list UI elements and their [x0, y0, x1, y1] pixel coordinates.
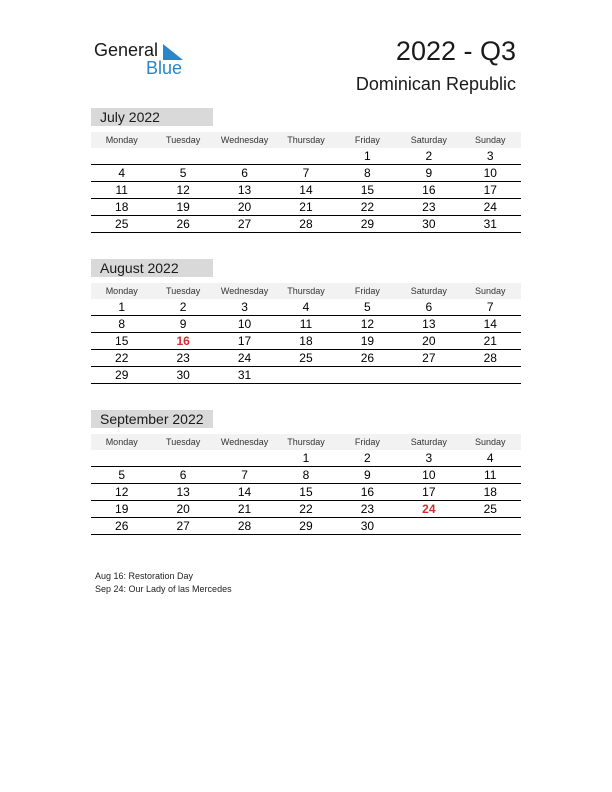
day-cell: 2 — [364, 451, 371, 465]
day-cell — [460, 367, 521, 383]
day-cell: 19 — [360, 334, 375, 348]
week-row — [91, 316, 521, 333]
day-cell — [91, 148, 152, 164]
day-cell: 12 — [115, 485, 129, 499]
week-row — [91, 467, 521, 484]
day-cell: 9 — [425, 166, 433, 180]
weekday-label: Tuesday — [166, 135, 201, 145]
day-cell: 8 — [302, 468, 310, 482]
day-cell: 17 — [237, 334, 252, 348]
week-row — [91, 299, 521, 316]
holiday-day-cell: 16 — [176, 334, 190, 348]
week-row — [91, 501, 521, 518]
weekday-label: Wednesday — [220, 135, 269, 145]
weekday-label: Saturday — [410, 437, 447, 447]
month-calendar — [91, 410, 521, 535]
day-cell: 14 — [299, 183, 313, 197]
day-cell: 11 — [115, 183, 128, 197]
week-row — [91, 165, 521, 182]
weekday-label: Monday — [105, 286, 138, 296]
country-name: Dominican Republic — [355, 74, 516, 94]
day-cell: 31 — [483, 217, 497, 231]
week-row — [91, 350, 521, 367]
day-cell: 13 — [237, 183, 252, 197]
day-cell: 16 — [360, 485, 375, 499]
day-cell: 26 — [115, 519, 129, 533]
day-cell: 5 — [179, 166, 187, 180]
day-cell: 2 — [179, 300, 187, 314]
day-cell: 23 — [360, 502, 375, 516]
day-cell: 30 — [360, 519, 375, 533]
day-cell: 8 — [118, 317, 126, 331]
day-cell: 5 — [364, 300, 371, 314]
day-cell: 15 — [115, 334, 129, 348]
day-cell — [214, 450, 275, 466]
day-cell: 18 — [483, 485, 497, 499]
weekday-label: Tuesday — [166, 437, 201, 447]
day-cell: 22 — [360, 200, 375, 214]
day-cell — [275, 148, 336, 164]
day-cell: 7 — [241, 468, 248, 482]
day-cell: 31 — [237, 368, 252, 382]
month-label: September 2022 — [91, 410, 213, 428]
day-cell: 3 — [486, 149, 494, 163]
month-calendar — [91, 108, 521, 233]
day-cell: 23 — [176, 351, 190, 365]
day-cell: 18 — [115, 200, 129, 214]
day-cell: 7 — [302, 166, 310, 180]
weekday-label: Friday — [354, 437, 380, 447]
day-cell — [398, 518, 459, 534]
day-cell: 26 — [360, 351, 375, 365]
day-cell: 28 — [237, 519, 252, 533]
day-cell: 30 — [422, 217, 436, 231]
week-row — [91, 518, 521, 535]
day-cell: 4 — [302, 300, 310, 314]
weekday-label: Friday — [354, 135, 380, 145]
week-row — [91, 182, 521, 199]
day-cell: 19 — [115, 502, 129, 516]
weekday-label: Sunday — [474, 286, 506, 296]
month-label: July 2022 — [91, 108, 213, 126]
day-cell: 8 — [364, 166, 371, 180]
day-cell: 24 — [237, 351, 252, 365]
day-cell: 16 — [422, 183, 436, 197]
day-cell: 5 — [118, 468, 126, 482]
week-row — [91, 367, 521, 384]
weekday-label: Monday — [105, 437, 138, 447]
weekday-label: Thursday — [287, 135, 325, 145]
day-cell: 30 — [176, 368, 190, 382]
day-cell: 15 — [299, 485, 313, 499]
month-calendar — [91, 259, 521, 384]
day-cell — [460, 518, 521, 534]
logo-text-general: General — [94, 40, 159, 60]
day-cell: 12 — [176, 183, 190, 197]
day-cell: 21 — [237, 502, 252, 516]
day-cell: 27 — [422, 351, 436, 365]
weekday-header — [91, 434, 521, 450]
day-cell: 1 — [364, 149, 371, 163]
day-cell: 22 — [299, 502, 313, 516]
weekday-label: Thursday — [287, 437, 325, 447]
weekday-label: Sunday — [474, 437, 506, 447]
week-row — [91, 148, 521, 165]
day-cell: 10 — [237, 317, 252, 331]
day-cell — [337, 367, 398, 383]
day-cell: 3 — [241, 300, 248, 314]
day-cell: 17 — [422, 485, 436, 499]
day-cell: 6 — [241, 166, 248, 180]
page-title: 2022 - Q3 — [395, 36, 516, 66]
weekday-label: Saturday — [410, 135, 447, 145]
day-cell: 13 — [176, 485, 190, 499]
day-cell: 17 — [483, 183, 497, 197]
day-cell: 12 — [360, 317, 375, 331]
day-cell: 10 — [483, 166, 497, 180]
holiday-day-cell: 24 — [422, 502, 436, 516]
day-cell: 14 — [237, 485, 252, 499]
day-cell: 3 — [425, 451, 433, 465]
day-cell: 4 — [486, 451, 494, 465]
day-cell: 2 — [425, 149, 433, 163]
day-cell: 28 — [483, 351, 497, 365]
weekday-label: Wednesday — [220, 286, 269, 296]
day-cell: 20 — [237, 200, 252, 214]
day-cell: 13 — [422, 317, 436, 331]
day-cell — [214, 148, 275, 164]
day-cell — [152, 148, 213, 164]
day-cell: 20 — [422, 334, 436, 348]
day-cell: 1 — [302, 451, 310, 465]
day-cell: 22 — [115, 351, 129, 365]
day-cell: 28 — [299, 217, 313, 231]
weekday-label: Thursday — [287, 286, 325, 296]
day-cell — [152, 450, 213, 466]
day-cell: 25 — [483, 502, 497, 516]
day-cell: 29 — [115, 368, 129, 382]
day-cell: 25 — [299, 351, 313, 365]
day-cell: 4 — [118, 166, 126, 180]
day-cell: 29 — [360, 217, 375, 231]
weekday-label: Wednesday — [220, 437, 269, 447]
day-cell — [275, 367, 336, 383]
day-cell: 14 — [483, 317, 497, 331]
day-cell: 6 — [425, 300, 433, 314]
day-cell: 10 — [422, 468, 436, 482]
logo-text-blue: Blue — [146, 58, 183, 78]
day-cell: 15 — [360, 183, 375, 197]
day-cell: 21 — [483, 334, 497, 348]
holiday-notes — [95, 570, 232, 596]
day-cell: 27 — [237, 217, 252, 231]
day-cell: 7 — [486, 300, 494, 314]
week-row — [91, 484, 521, 501]
day-cell — [91, 450, 152, 466]
week-row — [91, 199, 521, 216]
day-cell: 11 — [299, 317, 313, 331]
week-row — [91, 333, 521, 350]
weekday-header — [91, 132, 521, 148]
holiday-note: Sep 24: Our Lady of las Mercedes — [95, 584, 232, 594]
day-cell: 1 — [118, 300, 126, 314]
day-cell: 20 — [176, 502, 190, 516]
weekday-label: Monday — [105, 135, 138, 145]
brand-logo — [94, 40, 194, 80]
day-cell: 11 — [484, 468, 497, 482]
weekday-label: Sunday — [474, 135, 506, 145]
day-cell: 26 — [176, 217, 190, 231]
holiday-note: Aug 16: Restoration Day — [95, 571, 194, 581]
week-row — [91, 450, 521, 467]
weekday-label: Tuesday — [166, 286, 201, 296]
day-cell: 19 — [176, 200, 190, 214]
month-label: August 2022 — [91, 259, 213, 277]
day-cell: 24 — [483, 200, 497, 214]
weekday-label: Friday — [354, 286, 380, 296]
week-row — [91, 216, 521, 233]
day-cell: 25 — [115, 217, 129, 231]
day-cell — [398, 367, 459, 383]
day-cell: 9 — [364, 468, 371, 482]
weekday-header — [91, 283, 521, 299]
day-cell: 23 — [422, 200, 436, 214]
day-cell: 6 — [179, 468, 187, 482]
weekday-label: Saturday — [410, 286, 447, 296]
day-cell: 21 — [299, 200, 313, 214]
day-cell: 27 — [176, 519, 190, 533]
day-cell: 29 — [299, 519, 313, 533]
day-cell: 18 — [299, 334, 313, 348]
day-cell: 9 — [179, 317, 187, 331]
